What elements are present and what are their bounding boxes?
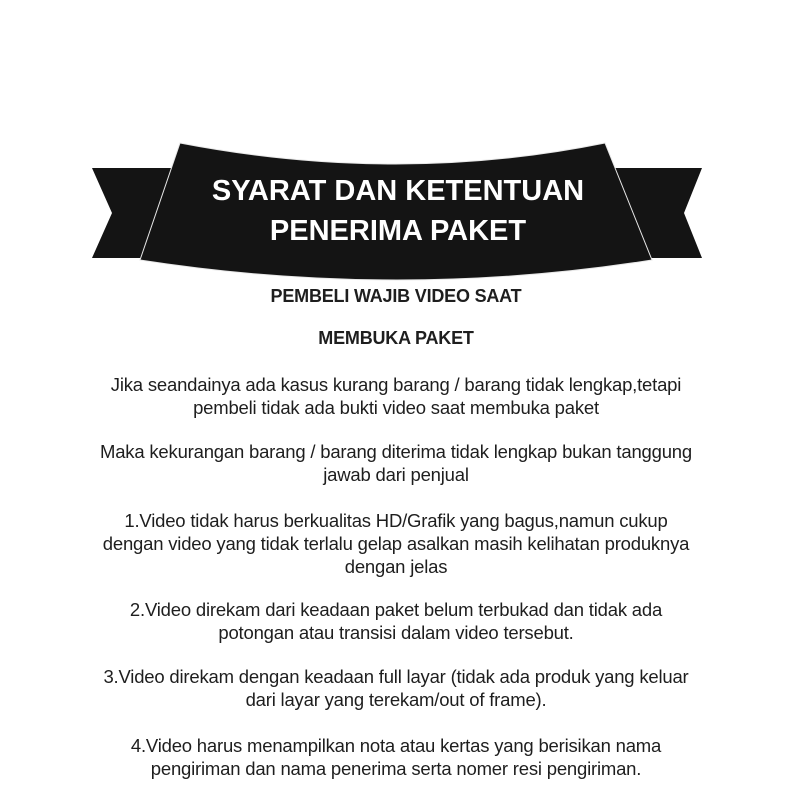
heading-line-2: MEMBUKA PAKET [318,328,474,348]
paragraph-line: Jika seandainya ada kasus kurang barang / barang tidak lengkap,tetapi [110,374,682,395]
banner-title-line-1: SYARAT DAN KETENTUAN [211,175,585,207]
paragraph-line: dengan jelas [344,556,448,577]
banner-title-line-2: PENERIMA PAKET [269,215,527,247]
paragraph-line: Maka kekurangan barang / barang diterima tidak lengkap bukan tanggung [100,441,692,462]
paragraph-line: dengan video yang tidak terlalu gelap asalkan masih kelihatan produknya [102,533,690,554]
heading-line-1: PEMBELI WAJIB VIDEO SAAT [270,286,522,306]
paragraph-line: potongan atau transisi dalam video tersebut. [218,622,574,643]
paragraph-line: pengiriman dan nama penerima serta nomer resi pengiriman. [150,758,642,779]
paragraph-line: jawab dari penjual [323,464,469,485]
ribbon-shape [92,143,702,280]
paragraph-line: 2.Video direkam dari keadaan paket belum terbukad dan tidak ada [129,599,663,620]
paragraph-line: 4.Video harus menampilkan nota atau kertas yang berisikan nama [130,735,662,756]
paragraph-line: pembeli tidak ada bukti video saat membuka paket [193,397,599,418]
ribbon-main-band [140,143,652,280]
ribbon-banner [0,0,792,300]
paragraph-line: 3.Video direkam dengan keadaan full layar (tidak ada produk yang keluar [103,666,689,687]
paragraph-line: dari layar yang terekam/out of frame). [245,689,547,710]
paragraph-line: 1.Video tidak harus berkualitas HD/Grafik yang bagus,namun cukup [124,510,668,531]
